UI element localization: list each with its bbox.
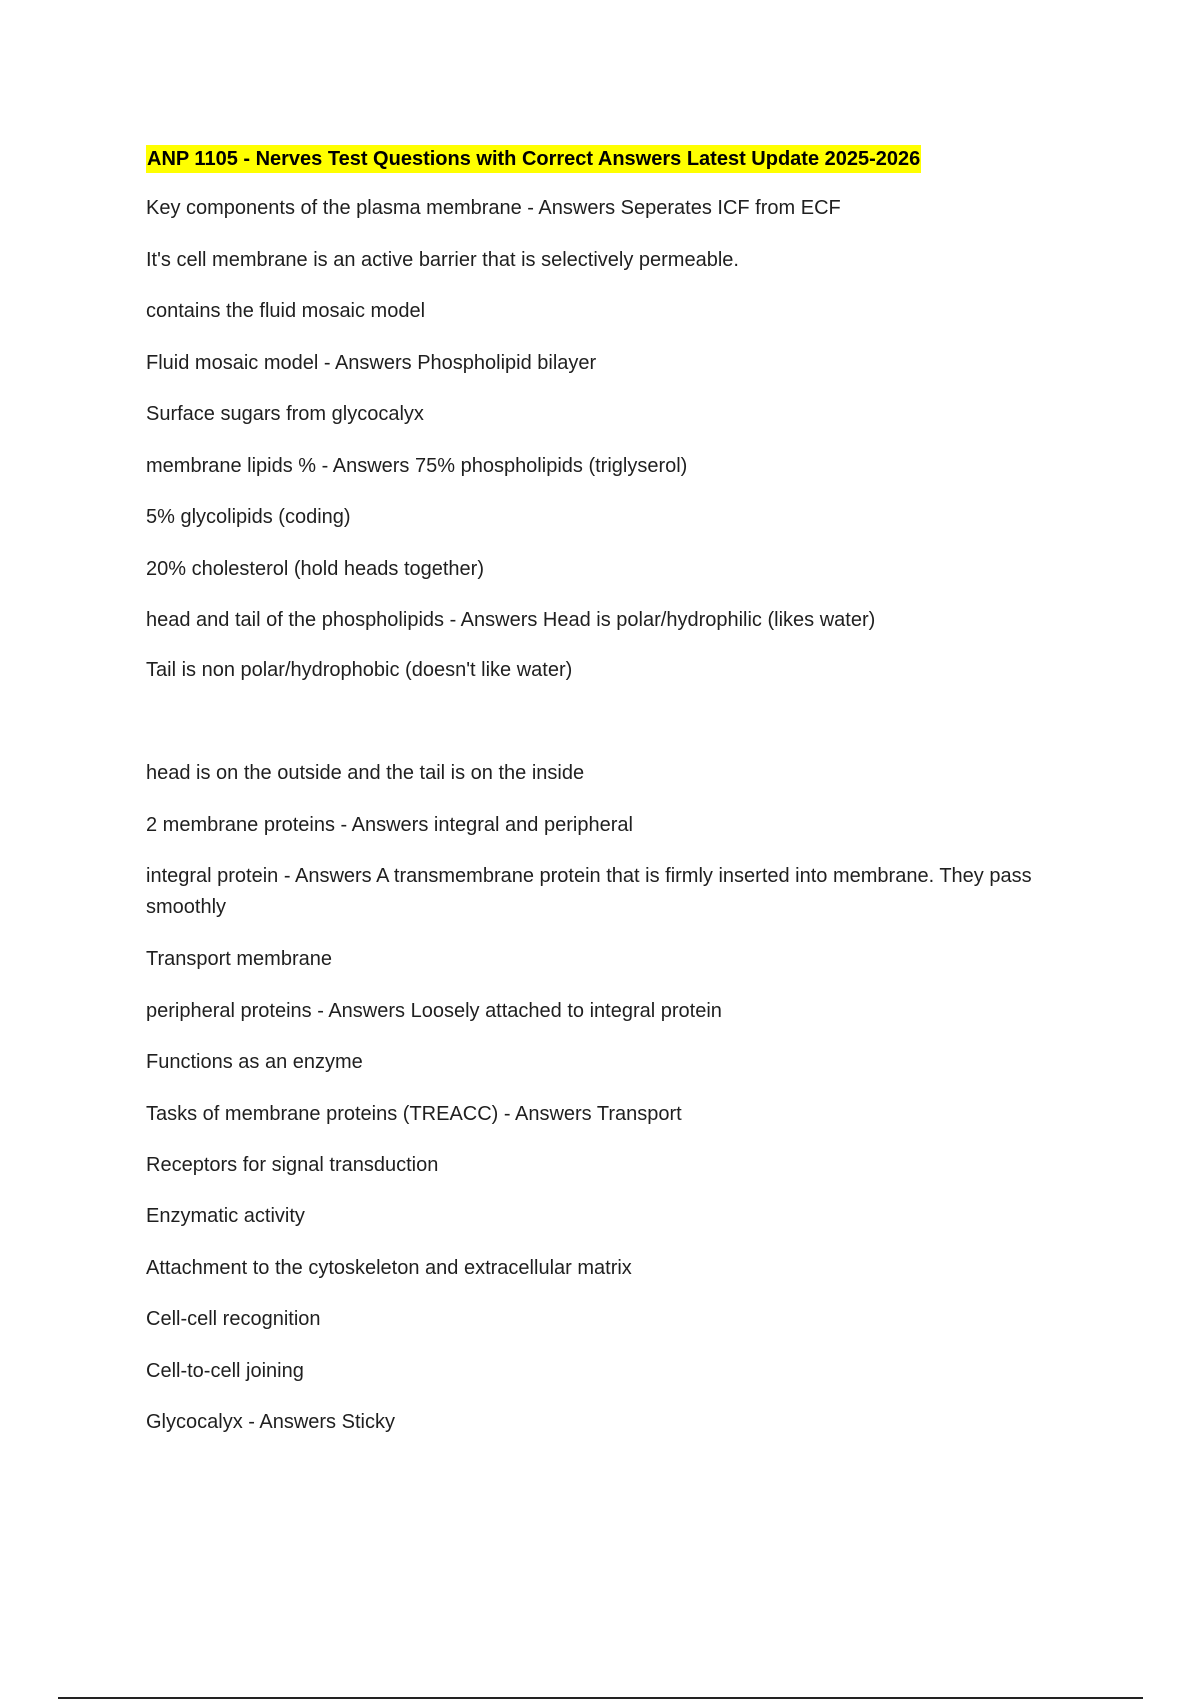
text-line: Tasks of membrane proteins (TREACC) - Answers Transport	[146, 1103, 682, 1125]
text-line: Enzymatic activity	[146, 1205, 305, 1227]
text-line: contains the fluid mosaic model	[146, 300, 426, 322]
text-line: Transport membrane	[146, 948, 332, 970]
text-line: Cell-to-cell joining	[146, 1360, 304, 1382]
text-line: Fluid mosaic model - Answers Phospholipid bilayer	[146, 352, 597, 374]
text-line: 20% cholesterol (hold heads together)	[146, 558, 484, 580]
text-line: 2 membrane proteins - Answers integral and peripheral	[146, 814, 633, 836]
document-title: ANP 1105 - Nerves Test Questions with Correct Answers Latest Update 2025-2026	[146, 145, 921, 173]
text-line: Tail is non polar/hydrophobic (doesn't like water)	[146, 659, 573, 681]
text-line: Functions as an enzyme	[146, 1051, 363, 1073]
text-line: Attachment to the cytoskeleton and extracellular matrix	[146, 1257, 632, 1279]
text-line: It's cell membrane is an active barrier that is selectively permeable.	[146, 249, 739, 271]
text-line: Receptors for signal transduction	[146, 1154, 439, 1176]
text-line: Cell-cell recognition	[146, 1308, 321, 1330]
text-line: membrane lipids % - Answers 75% phospholipids (triglyserol)	[146, 455, 688, 477]
text-line: Surface sugars from glycocalyx	[146, 403, 424, 425]
text-line: head is on the outside and the tail is on the inside	[146, 762, 585, 784]
text-line: head and tail of the phospholipids - Answers Head is polar/hydrophilic (likes water)	[146, 609, 876, 631]
text-line: Key components of the plasma membrane - Answers Seperates ICF from ECF	[146, 197, 841, 219]
text-line: 5% glycolipids (coding)	[146, 506, 351, 528]
text-line: Glycocalyx - Answers Sticky	[146, 1411, 395, 1433]
text-line: integral protein - Answers A transmembrane protein that is firmly inserted into membrane. They pass smoothly	[146, 865, 1032, 918]
text-line: peripheral proteins - Answers Loosely attached to integral protein	[146, 1000, 722, 1022]
footer-divider	[58, 1697, 1143, 1699]
